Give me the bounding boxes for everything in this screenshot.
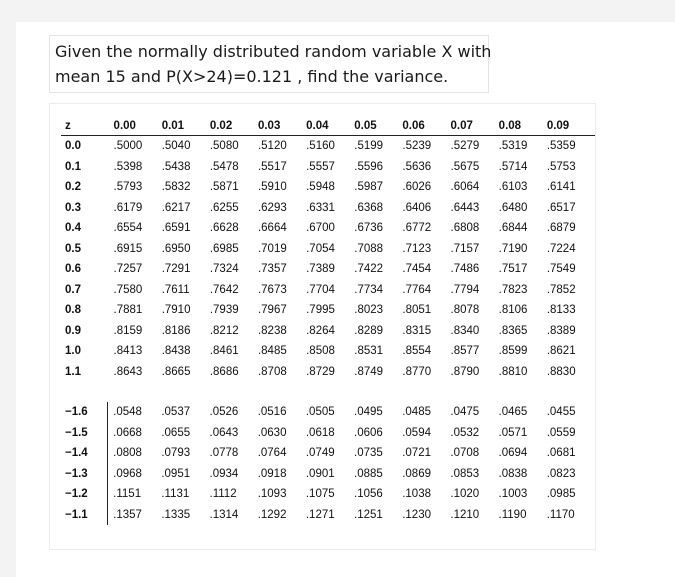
header-col: 0.01 bbox=[162, 116, 210, 136]
table-cell: .0853 bbox=[450, 467, 480, 480]
table-cell: .5517 bbox=[257, 160, 287, 173]
table-cell: .7967 bbox=[257, 304, 287, 317]
table-row bbox=[61, 239, 595, 260]
table-cell: .5040 bbox=[161, 140, 191, 153]
table-cell: .8340 bbox=[450, 324, 480, 337]
table-cell: .6554 bbox=[113, 222, 143, 235]
table-cell: .5239 bbox=[402, 140, 432, 153]
table-row bbox=[61, 362, 595, 383]
table-cell: .7357 bbox=[257, 263, 287, 276]
header-col: 0.05 bbox=[354, 116, 402, 136]
table-cell: .5478 bbox=[209, 160, 239, 173]
table-cell: .7389 bbox=[306, 263, 335, 276]
table-cell: .1271 bbox=[305, 508, 335, 521]
z-value: −1.2 bbox=[65, 488, 88, 501]
table-cell: .0655 bbox=[161, 426, 191, 439]
z-value: 0.6 bbox=[65, 263, 81, 276]
z-value: −1.1 bbox=[65, 508, 88, 521]
table-cell: .0694 bbox=[498, 447, 528, 460]
table-cell: .8023 bbox=[354, 304, 384, 317]
table-cell: .8790 bbox=[450, 365, 480, 378]
table-row bbox=[61, 218, 595, 239]
table-cell: .7054 bbox=[306, 242, 335, 255]
table-cell: .8413 bbox=[113, 345, 143, 358]
table-cell: .0537 bbox=[161, 406, 191, 419]
z-value: −1.4 bbox=[65, 447, 88, 460]
table-row bbox=[61, 484, 595, 505]
table-cell: .6026 bbox=[402, 181, 432, 194]
table-cell: .1075 bbox=[305, 488, 335, 501]
question-line-1: Given the normally distributed random variable X with bbox=[55, 42, 492, 61]
z-value: 0.7 bbox=[65, 283, 81, 296]
table-cell: .8577 bbox=[450, 345, 480, 358]
table-cell: .5753 bbox=[546, 160, 576, 173]
table-row bbox=[61, 198, 595, 219]
table-cell: .5910 bbox=[257, 181, 287, 194]
table-cell: .0823 bbox=[546, 467, 576, 480]
table-cell: .8531 bbox=[354, 345, 384, 358]
table-row bbox=[61, 280, 595, 301]
table-row bbox=[61, 177, 595, 198]
table-cell: .8212 bbox=[209, 324, 239, 337]
table-cell: .6179 bbox=[113, 201, 143, 214]
table-cell: .0548 bbox=[108, 402, 162, 423]
table-cell: .8438 bbox=[161, 345, 191, 358]
z-value: 1.1 bbox=[65, 365, 81, 378]
table-cell: .7580 bbox=[113, 283, 143, 296]
table-row bbox=[61, 259, 595, 280]
header-col: 0.07 bbox=[451, 116, 499, 136]
table-cell: .7088 bbox=[354, 242, 384, 255]
table-cell: .5675 bbox=[450, 160, 480, 173]
table-cell: .1357 bbox=[108, 505, 162, 526]
header-z: z bbox=[61, 116, 107, 136]
table-cell: .0681 bbox=[546, 447, 576, 460]
table-cell: .0749 bbox=[305, 447, 335, 460]
table-cell: .8159 bbox=[113, 324, 143, 337]
table-cell: .6591 bbox=[161, 222, 191, 235]
table-cell: .0485 bbox=[402, 406, 431, 419]
table-cell: .0985 bbox=[546, 488, 576, 501]
table-cell: .0838 bbox=[498, 467, 528, 480]
table-cell: .7910 bbox=[161, 304, 191, 317]
table-cell: .6331 bbox=[306, 201, 335, 214]
table-cell: .1131 bbox=[161, 488, 190, 501]
table-cell: .8830 bbox=[546, 365, 576, 378]
table-cell: .8749 bbox=[354, 365, 384, 378]
table-cell: .6368 bbox=[354, 201, 384, 214]
table-cell: .7794 bbox=[450, 283, 480, 296]
z-value: 1.0 bbox=[65, 345, 81, 358]
table-cell: .0918 bbox=[257, 467, 287, 480]
table-cell: .6217 bbox=[161, 201, 191, 214]
header-col: 0.00 bbox=[107, 116, 162, 136]
table-cell: .0532 bbox=[450, 426, 480, 439]
table-cell: .8289 bbox=[354, 324, 384, 337]
z-table-positive bbox=[61, 116, 595, 382]
table-cell: .8106 bbox=[498, 304, 528, 317]
table-cell: .7422 bbox=[354, 263, 384, 276]
table-cell: .0951 bbox=[161, 467, 191, 480]
table-cell: .5080 bbox=[209, 140, 239, 153]
table-cell: .0516 bbox=[257, 406, 287, 419]
table-cell: .0885 bbox=[354, 467, 383, 480]
table-cell: .0901 bbox=[305, 467, 335, 480]
table-cell: .0495 bbox=[354, 406, 383, 419]
table-cell: .8315 bbox=[402, 324, 432, 337]
table-cell: .8508 bbox=[306, 345, 335, 358]
table-cell: .8770 bbox=[402, 365, 432, 378]
header-col: 0.04 bbox=[306, 116, 354, 136]
table-cell: .1151 bbox=[108, 484, 162, 505]
z-value: −1.5 bbox=[65, 426, 88, 439]
table-cell: .7734 bbox=[354, 283, 384, 296]
table-cell: .0934 bbox=[209, 467, 239, 480]
table-cell: .1056 bbox=[354, 488, 383, 501]
z-table-negative bbox=[61, 402, 595, 525]
table-cell: .7257 bbox=[113, 263, 143, 276]
table-cell: .0505 bbox=[305, 406, 335, 419]
table-cell: .0721 bbox=[402, 447, 431, 460]
table-row bbox=[61, 300, 595, 321]
table-cell: .0968 bbox=[108, 464, 162, 485]
table-cell: .7549 bbox=[546, 263, 576, 276]
z-table-image bbox=[49, 103, 596, 550]
table-cell: .0594 bbox=[402, 426, 431, 439]
table-cell: .8389 bbox=[546, 324, 576, 337]
table-cell: .0764 bbox=[257, 447, 287, 460]
table-cell: .7517 bbox=[498, 263, 528, 276]
table-cell: .6293 bbox=[257, 201, 287, 214]
table-row bbox=[61, 443, 595, 464]
table-cell: .8365 bbox=[498, 324, 528, 337]
z-value: 0.0 bbox=[65, 140, 81, 153]
table-cell: .7611 bbox=[161, 283, 190, 296]
table-cell: .6480 bbox=[498, 201, 528, 214]
header-col: 0.06 bbox=[402, 116, 450, 136]
table-cell: .5871 bbox=[209, 181, 239, 194]
table-cell: .8708 bbox=[257, 365, 287, 378]
table-cell: .1210 bbox=[450, 508, 480, 521]
table-cell: .0526 bbox=[209, 406, 239, 419]
table-cell: .5987 bbox=[354, 181, 384, 194]
table-cell: .8686 bbox=[209, 365, 239, 378]
table-cell: .1190 bbox=[498, 508, 527, 521]
table-cell: .8133 bbox=[546, 304, 576, 317]
table-cell: .7123 bbox=[402, 242, 432, 255]
table-cell: .7224 bbox=[546, 242, 576, 255]
table-cell: .7673 bbox=[257, 283, 287, 296]
question-line-2: mean 15 and P(X>24)=0.121 , find the variance. bbox=[55, 67, 449, 86]
z-value: 0.8 bbox=[65, 304, 81, 317]
z-value: −1.6 bbox=[65, 406, 88, 419]
table-cell: .0735 bbox=[354, 447, 383, 460]
table-row bbox=[61, 321, 595, 342]
table-cell: .6664 bbox=[257, 222, 287, 235]
table-row bbox=[61, 464, 595, 485]
question-text bbox=[49, 35, 492, 93]
table-cell: .7881 bbox=[113, 304, 143, 317]
table-cell: .7291 bbox=[161, 263, 191, 276]
table-cell: .5793 bbox=[113, 181, 143, 194]
table-cell: .6844 bbox=[498, 222, 528, 235]
table-cell: .0606 bbox=[354, 426, 383, 439]
table-cell: .6950 bbox=[161, 242, 191, 255]
header-col: 0.02 bbox=[210, 116, 258, 136]
table-cell: .0793 bbox=[161, 447, 191, 460]
header-col: 0.03 bbox=[258, 116, 306, 136]
table-cell: .0778 bbox=[209, 447, 239, 460]
table-cell: .7190 bbox=[498, 242, 528, 255]
header-col: 0.08 bbox=[499, 116, 547, 136]
z-value: −1.3 bbox=[65, 467, 88, 480]
table-cell: .8238 bbox=[257, 324, 287, 337]
table-cell: .6517 bbox=[546, 201, 576, 214]
table-cell: .8051 bbox=[402, 304, 432, 317]
table-row bbox=[61, 341, 595, 362]
table-cell: .8554 bbox=[402, 345, 432, 358]
table-row bbox=[61, 505, 595, 526]
table-cell: .8665 bbox=[161, 365, 191, 378]
table-cell: .5279 bbox=[450, 140, 480, 153]
header-col: 0.09 bbox=[547, 116, 595, 136]
table-cell: .1230 bbox=[402, 508, 431, 521]
table-cell: .0668 bbox=[108, 423, 162, 444]
table-row bbox=[61, 136, 595, 157]
table-cell: .8461 bbox=[209, 345, 239, 358]
table-cell: .1093 bbox=[257, 488, 287, 501]
table-cell: .0630 bbox=[257, 426, 287, 439]
table-cell: .7454 bbox=[402, 263, 432, 276]
z-value: 0.3 bbox=[65, 201, 81, 214]
table-cell: .0618 bbox=[305, 426, 335, 439]
table-cell: .1251 bbox=[354, 508, 383, 521]
table-cell: .7704 bbox=[306, 283, 335, 296]
table-cell: .0869 bbox=[402, 467, 431, 480]
table-cell: .0708 bbox=[450, 447, 480, 460]
table-cell: .6985 bbox=[209, 242, 239, 255]
table-cell: .5832 bbox=[161, 181, 191, 194]
table-cell: .0643 bbox=[209, 426, 239, 439]
table-cell: .5636 bbox=[402, 160, 432, 173]
table-cell: .6255 bbox=[209, 201, 239, 214]
table-row bbox=[61, 157, 595, 178]
table-cell: .1020 bbox=[450, 488, 480, 501]
table-cell: .5199 bbox=[354, 140, 384, 153]
table-cell: .7486 bbox=[450, 263, 480, 276]
table-cell: .1170 bbox=[546, 508, 575, 521]
table-cell: .6808 bbox=[450, 222, 480, 235]
table-cell: .0559 bbox=[546, 426, 576, 439]
table-cell: .7019 bbox=[257, 242, 287, 255]
z-value: 0.4 bbox=[65, 222, 81, 235]
table-cell: .1292 bbox=[257, 508, 287, 521]
table-cell: .5000 bbox=[113, 140, 143, 153]
table-cell: .1314 bbox=[209, 508, 239, 521]
table-cell: .0465 bbox=[498, 406, 528, 419]
table-cell: .8810 bbox=[498, 365, 528, 378]
table-cell: .5120 bbox=[257, 140, 287, 153]
table-cell: .7157 bbox=[450, 242, 480, 255]
table-cell: .6736 bbox=[354, 222, 384, 235]
z-value: 0.2 bbox=[65, 181, 81, 194]
table-cell: .5438 bbox=[161, 160, 191, 173]
table-cell: .5160 bbox=[306, 140, 335, 153]
table-cell: .5398 bbox=[113, 160, 143, 173]
table-cell: .0475 bbox=[450, 406, 480, 419]
table-cell: .8643 bbox=[113, 365, 143, 378]
z-value: 0.9 bbox=[65, 324, 81, 337]
table-cell: .8078 bbox=[450, 304, 480, 317]
table-cell: .6879 bbox=[546, 222, 576, 235]
table-cell: .7852 bbox=[546, 283, 576, 296]
table-cell: .1335 bbox=[161, 508, 191, 521]
z-value: 0.5 bbox=[65, 242, 81, 255]
table-cell: .6406 bbox=[402, 201, 432, 214]
table-cell: .7764 bbox=[402, 283, 432, 296]
z-value: 0.1 bbox=[65, 160, 81, 173]
table-cell: .6443 bbox=[450, 201, 480, 214]
table-cell: .7642 bbox=[209, 283, 239, 296]
table-cell: .7939 bbox=[209, 304, 239, 317]
table-cell: .6700 bbox=[306, 222, 335, 235]
table-cell: .6103 bbox=[498, 181, 528, 194]
table-row bbox=[61, 402, 595, 423]
table-cell: .6141 bbox=[546, 181, 576, 194]
table-cell: .5596 bbox=[354, 160, 384, 173]
table-cell: .1038 bbox=[402, 488, 431, 501]
table-cell: .5714 bbox=[498, 160, 528, 173]
table-cell: .8485 bbox=[257, 345, 287, 358]
table-cell: .5557 bbox=[306, 160, 335, 173]
table-cell: .6064 bbox=[450, 181, 480, 194]
table-cell: .1003 bbox=[498, 488, 528, 501]
table-cell: .8599 bbox=[498, 345, 528, 358]
table-cell: .7823 bbox=[498, 283, 528, 296]
table-cell: .1112 bbox=[209, 488, 237, 501]
table-cell: .6628 bbox=[209, 222, 239, 235]
table-cell: .7324 bbox=[209, 263, 239, 276]
table-cell: .8264 bbox=[306, 324, 335, 337]
table-cell: .8186 bbox=[161, 324, 191, 337]
table-cell: .5319 bbox=[498, 140, 528, 153]
table-cell: .6915 bbox=[113, 242, 143, 255]
table-cell: .5948 bbox=[306, 181, 335, 194]
table-cell: .8729 bbox=[306, 365, 335, 378]
table-cell: .5359 bbox=[546, 140, 576, 153]
table-cell: .8621 bbox=[546, 345, 576, 358]
table-cell: .0571 bbox=[498, 426, 528, 439]
table-cell: .6772 bbox=[402, 222, 432, 235]
table-row bbox=[61, 423, 595, 444]
table-cell: .0808 bbox=[108, 443, 162, 464]
table-cell: .0455 bbox=[546, 406, 576, 419]
table-cell: .7995 bbox=[306, 304, 335, 317]
table-header-row bbox=[61, 116, 595, 136]
